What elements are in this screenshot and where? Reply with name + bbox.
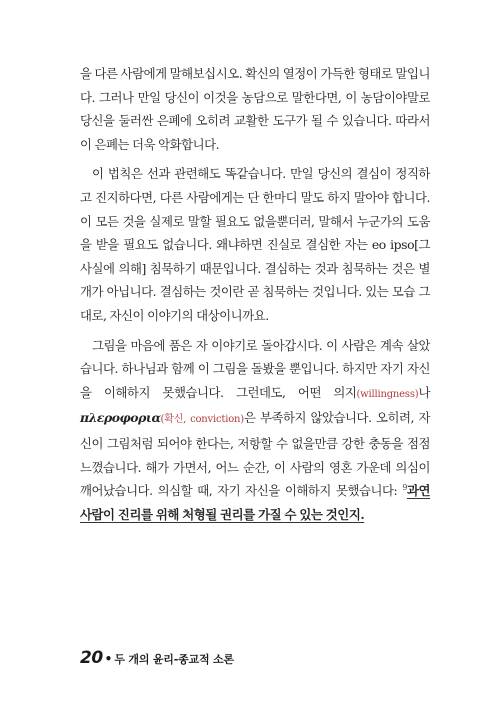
page-footer bbox=[80, 648, 234, 668]
running-title: 두 개의 윤리-종교적 소론 bbox=[114, 653, 234, 666]
paragraph-3 bbox=[80, 334, 430, 527]
footer-separator: • bbox=[104, 652, 113, 666]
paragraph-1: 을 다른 사람에게 말해보십시오. 확신의 열정이 가득한 형태로 말입니다. 그러나 만일 당신이 이것을 농담으로 말한다면, 이 농담이야말로 당신을 둘러싼 은폐에 오히려 교활한 도구가 될 수 있습니다. 따라서 이 은폐는 더욱 악화합니다. bbox=[80, 66, 430, 152]
paragraph-3-text-a: 그림을 마음에 품은 자 이야기로 돌아갑시다. 이 사람은 계속 살았습니다. 하나님과 함께 이 그림을 돌봤을 뿐입니다. 하지만 자기 자신을 이해하지 못했습니다. 그런데도, 어떤 의지 bbox=[80, 337, 430, 400]
annotation-willingness: (willingness) bbox=[356, 388, 419, 400]
emphasized-question: 과연 사람이 진리를 위해 처형될 권리를 가질 수 있는 것인지. bbox=[80, 483, 430, 522]
annotation-conviction: (확신, conviction) bbox=[160, 414, 244, 426]
footnote-marker: 9 bbox=[402, 482, 407, 492]
body-text bbox=[80, 62, 430, 532]
paragraph-3-text-b: 나 bbox=[418, 384, 430, 400]
page-number: 20 bbox=[80, 648, 103, 668]
greek-term: πλεροφορια bbox=[80, 410, 161, 426]
paragraph-3-text-c: 은 부족하지 않았습니다. 오히려, 자신이 그림처럼 되어야 한다는, 저항할 수 없을만큼 강한 충동을 점점 느꼈습니다. 해가 가면서, 어느 순간, 이 사람의 영혼 가운데 의심이 깨어났습니다. 의심할 때, 자기 자신을 이해하지 못했습니다: bbox=[80, 410, 431, 499]
paragraph-2: 이 법칙은 선과 관련해도 똑같습니다. 만일 당신의 결심이 정직하고 진지하다면, 다른 사람에게는 단 한마디 말도 하지 말아야 합니다. 이 모든 것을 실제로 말할 필요도 없을뿐더러, 말해서 누군가의 도움을 받을 필요도 없습니다. 왜냐하면 진실로 결심한 자는 eo ipso[그 사실에 의해] 침묵하기 때문입니다. 결심하는 것과 침묵하는 것은 별개가 아닙니다. 결심하는 것이란 곧 침묵하는 것입니다. 있는 모습 그대로, 자신이 이야기의 대상이니까요. bbox=[80, 166, 430, 323]
